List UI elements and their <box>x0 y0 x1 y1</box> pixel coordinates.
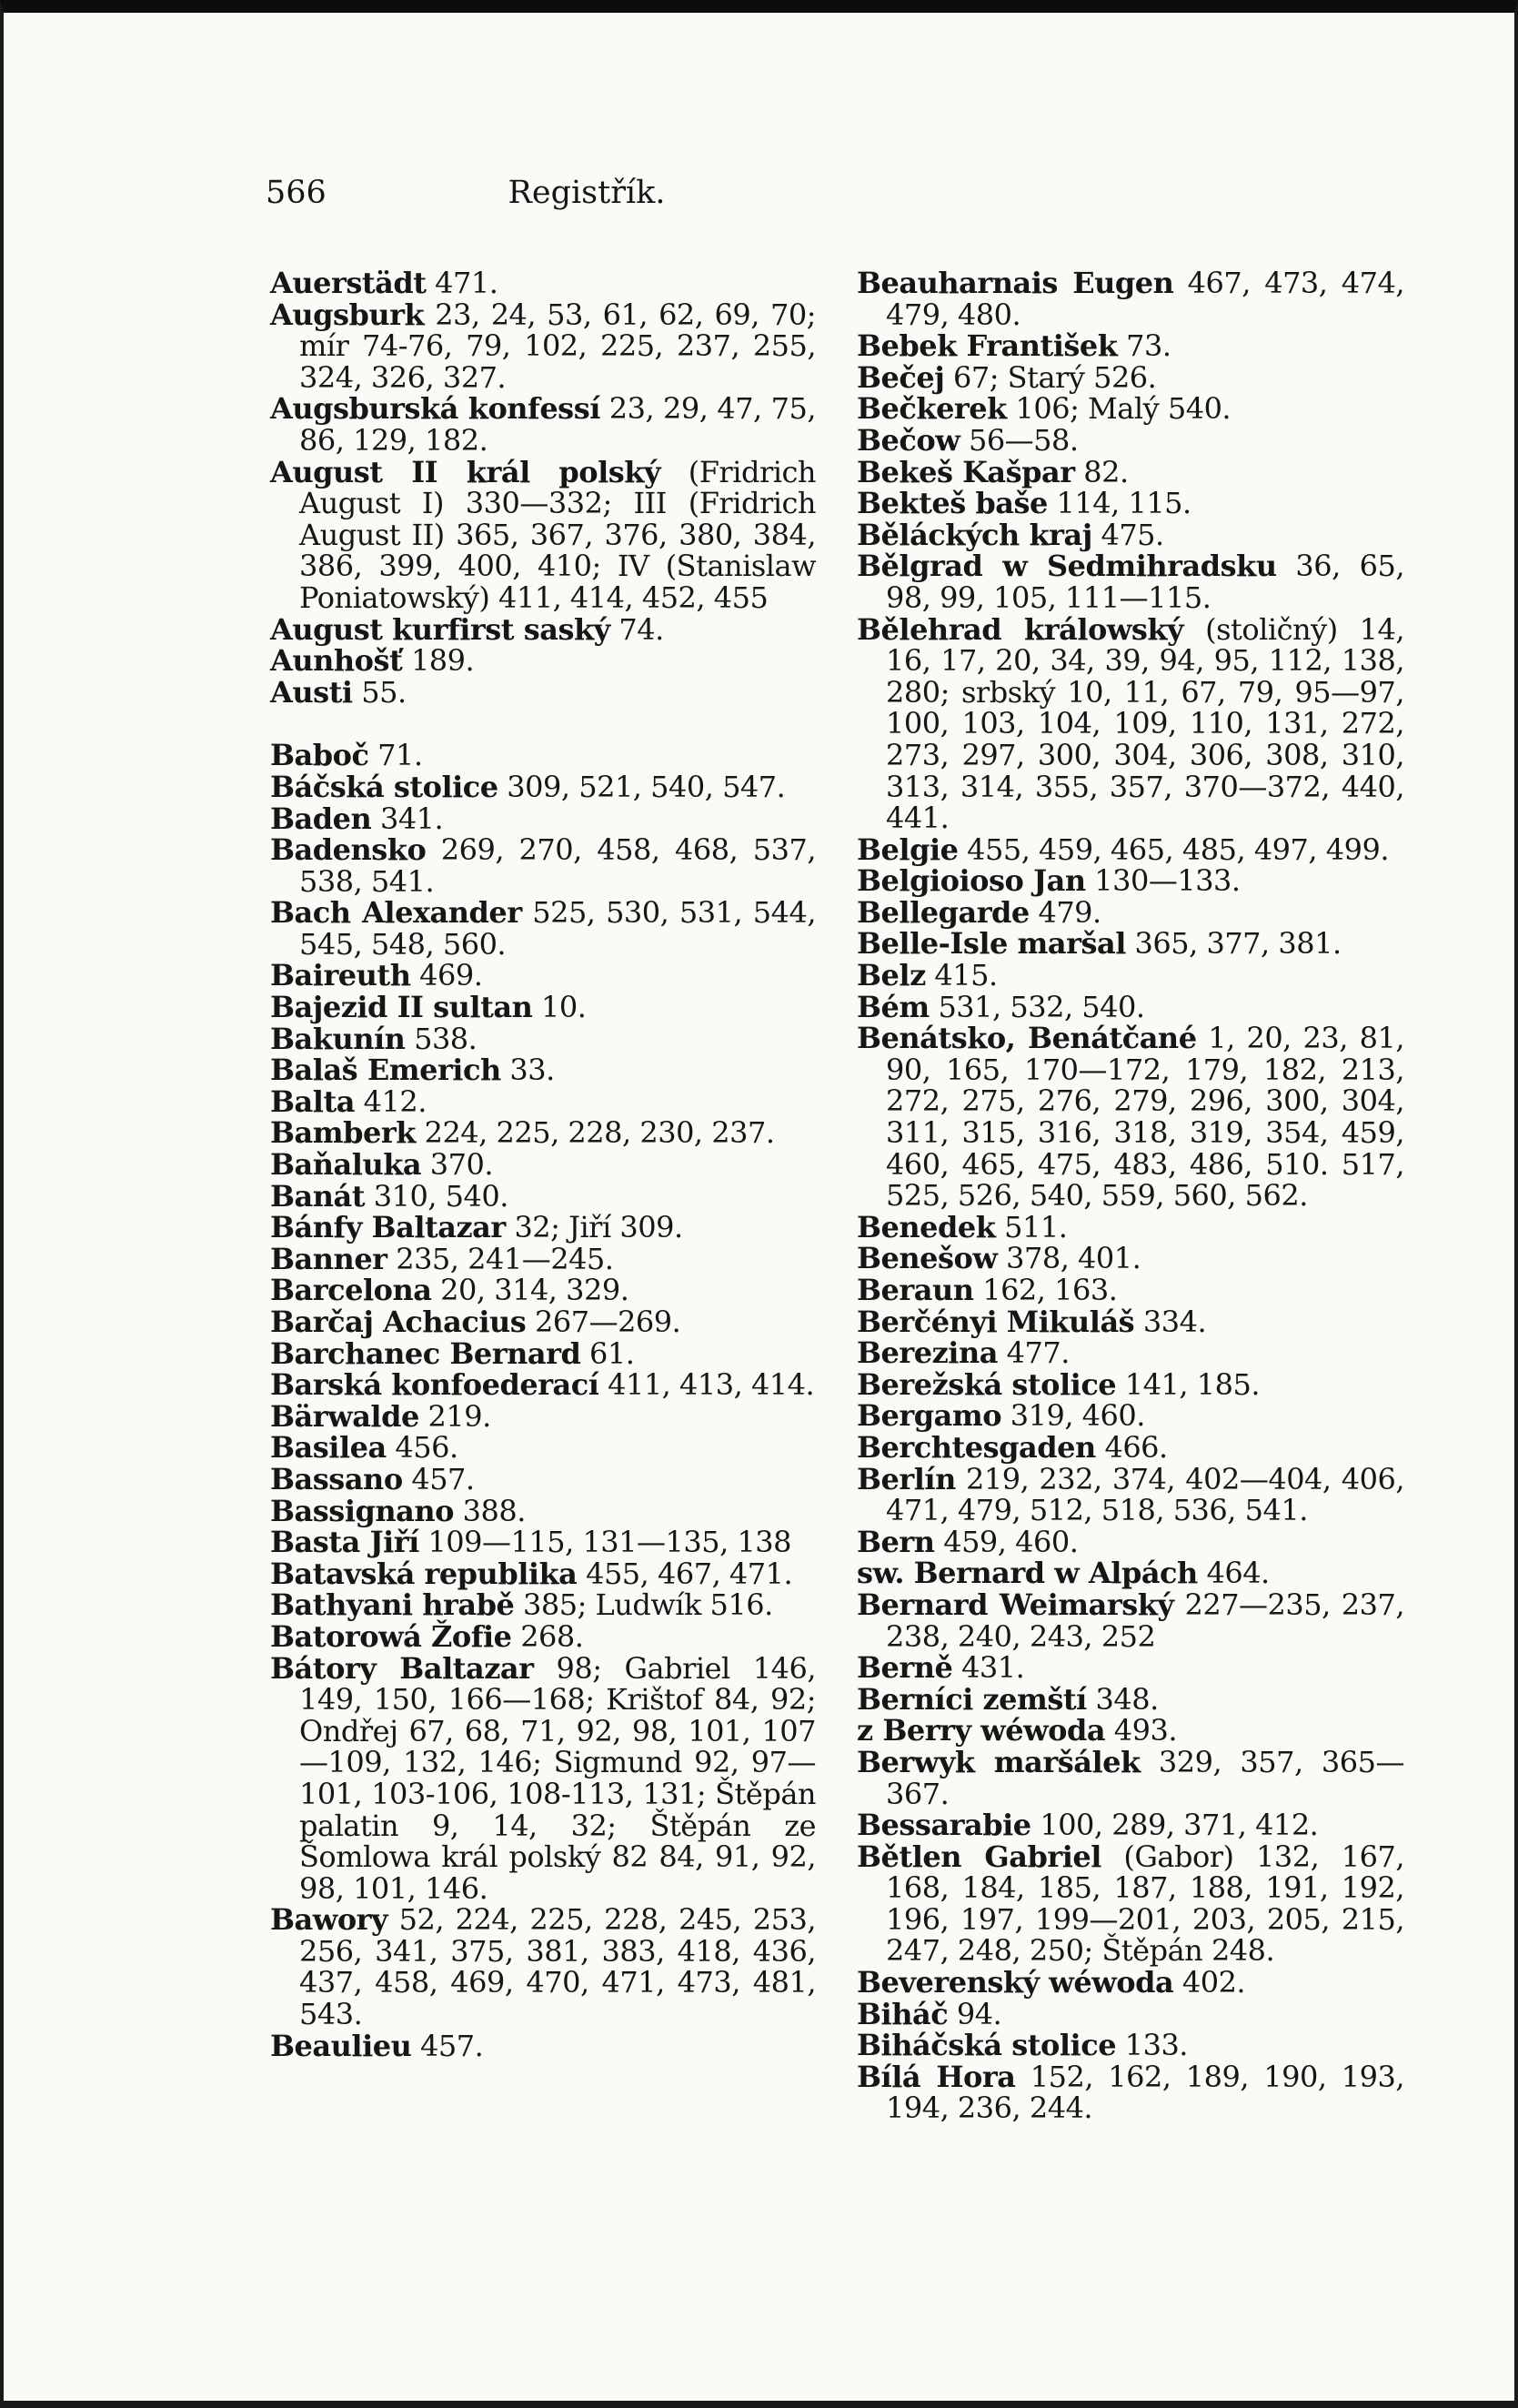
index-entry <box>270 299 816 394</box>
entry-references: 73. <box>1117 328 1171 364</box>
index-entry <box>270 1493 816 1528</box>
entry-headword: Berwyk maršálek <box>857 1744 1141 1779</box>
index-entry <box>857 1841 1404 1967</box>
entry-references: 71. <box>368 738 423 773</box>
index-entry <box>270 2030 816 2062</box>
index-entry <box>270 1650 816 1906</box>
entry-references: 109—115, 131—135, 138 <box>418 1525 792 1560</box>
index-entry <box>270 960 816 992</box>
index-entry <box>857 1275 1404 1306</box>
entry-references: 141, 185. <box>1116 1366 1260 1402</box>
index-entry <box>857 928 1404 960</box>
page-number: 566 <box>266 175 327 211</box>
entry-headword: Bebek František <box>857 328 1118 364</box>
entry-headword: Belgioioso Jan <box>857 863 1086 899</box>
entry-references: 459, 460. <box>934 1524 1079 1559</box>
entry-references: 267—269. <box>526 1305 681 1339</box>
index-entry <box>857 1429 1404 1465</box>
entry-references: 98; Gabriel 146, 149, 150, 166—168; Krištof 84, 92; Ondřej 67, 68, 71, 92, 98, 101, 107—109, 132, 146; Sigmund 92, 97—101, 103-106, 108-113, 131; Štěpán palatin 9, 14, 32; Štěpán ze Šomlowa král polský 82 84, 91, 92, 98, 101, 146. <box>299 1650 816 1906</box>
entry-references: 466. <box>1095 1429 1168 1465</box>
index-column-right <box>857 267 1404 2124</box>
entry-references: 82. <box>1074 454 1129 489</box>
index-entry <box>857 550 1404 613</box>
entry-references: 189. <box>402 643 475 679</box>
entry-references: 309, 521, 540, 547. <box>498 769 786 804</box>
index-entry <box>270 1526 816 1558</box>
entry-references: 457. <box>411 2028 484 2063</box>
entry-headword: Berežská stolice <box>857 1366 1117 1402</box>
index-entry <box>270 1335 816 1371</box>
entry-references: 431. <box>952 1650 1025 1686</box>
index-entry <box>270 1212 816 1244</box>
entry-references: 402. <box>1173 1965 1246 2000</box>
entry-references: 531, 532, 540. <box>929 989 1145 1024</box>
entry-headword: Bečkerek <box>857 391 1007 427</box>
entry-references: 319, 460. <box>1001 1398 1145 1434</box>
index-entry <box>857 454 1404 489</box>
entry-references: 130—133. <box>1085 863 1241 899</box>
entry-references: 114, 115. <box>1047 486 1191 521</box>
entry-references: 133. <box>1116 2028 1188 2063</box>
entry-headword: Baňaluka <box>270 1147 422 1183</box>
entry-headword: sw. Bernard w Alpách <box>857 1556 1198 1591</box>
entry-references: 455, 459, 465, 485, 497, 499. <box>958 831 1389 867</box>
entry-references: 33. <box>500 1053 555 1088</box>
entry-references: 269, 270, 458, 468, 537, 538, 541. <box>299 832 816 899</box>
entry-headword: Baboč <box>270 738 369 773</box>
entry-references: 471. <box>426 266 498 300</box>
entry-headword: z Berry wéwoda <box>857 1713 1106 1748</box>
index-entry <box>857 1366 1404 1402</box>
entry-references: 219, 232, 374, 402—404, 406, 471, 479, 512, 518, 536, 541. <box>886 1461 1404 1528</box>
entry-headword: Balta <box>270 1083 355 1119</box>
index-entry <box>857 1526 1404 1558</box>
entry-headword: Augsburská konfessí <box>270 391 600 427</box>
entry-headword: Bátory Baltazar <box>270 1650 534 1686</box>
entry-headword: Berníci zemští <box>857 1681 1087 1717</box>
entry-headword: Berlín <box>857 1461 956 1496</box>
entry-references: 268. <box>511 1618 584 1654</box>
entry-headword: Bessarabie <box>857 1808 1031 1843</box>
index-entry <box>270 1398 816 1434</box>
index-entry <box>857 831 1404 867</box>
index-entry <box>270 834 816 897</box>
entry-headword: Bělehrad králowský <box>857 611 1184 647</box>
entry-headword: Benešow <box>857 1241 998 1276</box>
index-entry <box>270 611 816 647</box>
index-column-left <box>270 267 816 2061</box>
running-title: Registřík. <box>508 175 666 211</box>
page-header <box>266 175 908 222</box>
entry-references: 412. <box>354 1083 427 1119</box>
index-entry <box>270 1023 816 1055</box>
index-entry <box>270 1432 816 1464</box>
index-entry <box>857 330 1404 362</box>
entry-headword: Batorowá Žofie <box>270 1618 512 1654</box>
entry-references: 106; Malý 540. <box>1006 391 1231 427</box>
entry-headword: Berchtesgaden <box>857 1429 1096 1465</box>
index-entry <box>857 1809 1404 1841</box>
entry-references: 20, 314, 329. <box>431 1273 629 1308</box>
index-entry <box>857 894 1404 930</box>
index-entry <box>857 1337 1404 1369</box>
index-entry <box>857 1023 1404 1212</box>
entry-headword: Belz <box>857 958 926 993</box>
entry-headword: Banát <box>270 1178 366 1214</box>
entry-references: 378, 401. <box>997 1241 1141 1276</box>
index-entry <box>857 1715 1404 1747</box>
index-entry <box>270 1178 816 1214</box>
entry-headword: Bakunín <box>270 1021 406 1056</box>
index-entry <box>857 1681 1404 1717</box>
entry-headword: Beverenský wéwoda <box>857 1965 1174 2000</box>
index-entry <box>857 488 1404 519</box>
entry-references: 457. <box>402 1461 475 1496</box>
entry-headword: Balaš Emerich <box>270 1053 501 1088</box>
entry-headword: Bajezid II sultan <box>270 990 533 1025</box>
entry-headword: Bärwalde <box>270 1398 419 1434</box>
index-entry <box>270 1369 816 1401</box>
entry-headword: Belle-Isle maršal <box>857 926 1126 962</box>
index-entry <box>270 1461 816 1496</box>
entry-references: 334. <box>1134 1304 1207 1339</box>
entry-references: 464. <box>1197 1556 1270 1591</box>
index-entry <box>857 393 1404 425</box>
index-entry <box>857 359 1404 395</box>
entry-references: 23, 24, 53, 61, 62, 69, 70; mír 74-76, 79, 102, 225, 237, 255, 324, 326, 327. <box>299 297 816 395</box>
entry-headword: Bečej <box>857 359 945 395</box>
entry-references: 411, 413, 414. <box>598 1367 815 1403</box>
entry-references: 32; Jiří 309. <box>505 1210 683 1245</box>
entry-references: 94. <box>948 1996 1002 2031</box>
index-entry <box>270 1083 816 1119</box>
entry-headword: Bamberk <box>270 1115 416 1151</box>
entry-headword: Bern <box>857 1524 935 1559</box>
index-entry <box>857 1306 1404 1338</box>
entry-headword: Basta Jiří <box>270 1525 419 1560</box>
entry-headword: Banner <box>270 1241 387 1276</box>
entry-headword: Bawory <box>270 1902 388 1938</box>
entry-references: 348. <box>1086 1681 1159 1717</box>
index-entry <box>270 1241 816 1276</box>
entry-references: 61. <box>580 1335 635 1371</box>
index-entry <box>270 454 817 615</box>
index-entry <box>270 1904 816 2030</box>
entry-references: 56—58. <box>960 422 1079 458</box>
entry-headword: August kurfirst saský <box>270 611 610 647</box>
entry-references: 538. <box>405 1021 478 1056</box>
index-entry <box>857 611 1405 836</box>
index-entry <box>270 645 816 677</box>
entry-references: 455, 467, 471. <box>577 1556 793 1591</box>
index-entry <box>857 1557 1404 1589</box>
entry-references: 479. <box>1029 894 1101 930</box>
entry-headword: Benedek <box>857 1209 996 1244</box>
entry-headword: Barská konfoederací <box>270 1367 599 1403</box>
entry-references: 365, 377, 381. <box>1125 926 1342 962</box>
index-entry <box>857 1967 1404 1999</box>
entry-headword: Bekeš Kašpar <box>857 454 1075 489</box>
entry-references: (stoličný) 14, 16, 17, 20, 34, 39, 94, 95, 112, 138, 280; srbský 10, 11, 67, 79, 95—97, 100, 103, 104, 109, 110, 131, 272, 273, 297, 300, 304, 306, 308, 310, 313, 314, 355, 357, 370—372, 440, 441. <box>886 611 1405 836</box>
entry-headword: Berčényi Mikuláš <box>857 1304 1135 1339</box>
entry-headword: Austi <box>270 674 353 710</box>
entry-headword: Biháč <box>857 1996 949 2031</box>
entry-headword: Belgie <box>857 831 959 867</box>
letter-section-gap <box>270 708 816 740</box>
entry-headword: Augsburk <box>270 297 425 332</box>
index-entry <box>857 1461 1404 1528</box>
index-entry <box>270 803 816 835</box>
entry-references: 385; Ludwík 516. <box>514 1587 773 1623</box>
index-entry <box>857 1400 1404 1432</box>
index-entry <box>270 740 816 771</box>
entry-references: 525, 530, 531, 544, 545, 548, 560. <box>299 895 817 962</box>
index-entry <box>857 519 1404 551</box>
entry-headword: Bassano <box>270 1461 403 1496</box>
entry-headword: Báčská stolice <box>270 769 498 804</box>
entry-references: 370. <box>421 1147 494 1183</box>
entry-headword: Bekteš baše <box>857 486 1048 521</box>
index-entry <box>857 2061 1404 2124</box>
entry-references: 55. <box>352 674 407 710</box>
entry-references: 475. <box>1091 517 1164 552</box>
index-entry <box>857 989 1404 1024</box>
entry-headword: Biháčská stolice <box>857 2028 1117 2063</box>
entry-references: 415. <box>925 958 998 993</box>
entry-headword: Bathyani hrabě <box>270 1587 515 1623</box>
entry-references: 67; Starý 526. <box>944 359 1157 395</box>
entry-headword: Barcelona <box>270 1273 432 1308</box>
entry-headword: Badensko <box>270 832 427 868</box>
entry-references: 227—235, 237, 238, 240, 243, 252 <box>886 1587 1405 1654</box>
entry-headword: Běláckých kraj <box>857 517 1092 552</box>
entry-headword: Bellegarde <box>857 894 1030 930</box>
entry-references: 235, 241—245. <box>387 1241 614 1276</box>
entry-references: (Gabor) 132, 167, 168, 184, 185, 187, 188, 191, 192, 196, 197, 199—201, 203, 205, 215, 247, 248, 250; Štěpán 248. <box>886 1839 1404 1969</box>
index-entry <box>270 1558 816 1590</box>
entry-headword: Barčaj Achacius <box>270 1305 527 1339</box>
entry-references: 52, 224, 225, 228, 245, 253, 256, 341, 375, 381, 383, 418, 436, 437, 458, 469, 470, 471, 473, 481, 543. <box>299 1902 816 2032</box>
entry-headword: Beauharnais Eugen <box>857 266 1174 300</box>
entry-headword: Berezina <box>857 1335 998 1371</box>
entry-headword: Baireuth <box>270 958 411 993</box>
index-entry <box>270 1306 816 1338</box>
index-entry <box>857 1996 1404 2031</box>
index-entry <box>270 1589 816 1621</box>
index-entry <box>270 992 816 1023</box>
index-entry <box>270 1117 816 1149</box>
index-entry <box>270 897 816 960</box>
entry-references: 36, 65, 98, 99, 105, 111—115. <box>886 549 1404 615</box>
index-entry <box>270 1054 816 1086</box>
entry-references: (Fridrich August I) 330—332; III (Fridrich August II) 365, 367, 376, 380, 384, 386, 399, 400, 410; IV (Stanislaw Poniatowský) 411, 414, 452, 455 <box>299 454 817 615</box>
index-entry <box>857 1209 1404 1244</box>
entry-headword: Bečow <box>857 422 960 458</box>
entry-headword: Bergamo <box>857 1398 1002 1434</box>
entry-headword: Benátsko, Benátčané <box>857 1021 1197 1056</box>
entry-references: 1, 20, 23, 81, 90, 165, 170—172, 179, 182, 213, 272, 275, 276, 279, 296, 300, 304, 311, 315, 316, 318, 319, 354, 459, 460, 465, 475, 483, 486, 510. 517, 525, 526, 540, 559, 560, 562. <box>886 1021 1404 1214</box>
entry-headword: Beraun <box>857 1273 974 1307</box>
entry-headword: Aunhošť <box>270 643 403 679</box>
entry-references: 477. <box>997 1335 1070 1371</box>
entry-headword: Bernard Weimarský <box>857 1587 1174 1622</box>
index-entry <box>857 267 1404 330</box>
entry-references: 74. <box>609 611 664 647</box>
index-entry <box>857 1744 1405 1811</box>
entry-references: 224, 225, 228, 230, 237. <box>415 1115 775 1151</box>
index-entry <box>270 1275 816 1306</box>
entry-headword: Bílá Hora <box>857 2059 1016 2094</box>
entry-references: 23, 29, 47, 75, 86, 129, 182. <box>299 391 817 458</box>
index-entry <box>857 1652 1404 1684</box>
index-entry <box>270 393 816 456</box>
index-entry <box>270 771 816 803</box>
entry-references: 329, 357, 365—367. <box>886 1744 1405 1811</box>
entry-references: 388. <box>453 1493 526 1528</box>
entry-headword: Bassignano <box>270 1493 454 1528</box>
entry-references: 493. <box>1105 1713 1177 1748</box>
index-entry <box>270 674 816 710</box>
entry-references: 341. <box>371 801 444 836</box>
entry-headword: Batavská republika <box>270 1556 578 1591</box>
index-entry <box>857 1243 1404 1275</box>
entry-headword: Bánfy Baltazar <box>270 1210 506 1245</box>
entry-headword: Auerstädt <box>270 266 427 300</box>
entry-references: 162, 163. <box>973 1273 1118 1307</box>
entry-references: 310, 540. <box>365 1178 508 1214</box>
entry-references: 10. <box>532 990 587 1025</box>
entry-headword: Baden <box>270 801 372 836</box>
entry-headword: Bělgrad w Sedmihradsku <box>857 549 1277 584</box>
entry-headword: Berně <box>857 1650 953 1686</box>
entry-references: 467, 473, 474, 479, 480. <box>886 266 1404 332</box>
entry-references: 456. <box>386 1430 458 1466</box>
index-entry <box>857 960 1404 992</box>
index-entry <box>270 1618 816 1654</box>
entry-references: 100, 289, 371, 412. <box>1030 1808 1319 1843</box>
entry-references: 219. <box>418 1398 491 1434</box>
entry-headword: Barchanec Bernard <box>270 1335 581 1371</box>
entry-headword: Bém <box>857 989 930 1024</box>
index-entry <box>270 1149 816 1181</box>
entry-headword: Basilea <box>270 1430 387 1466</box>
entry-references: 469. <box>410 958 483 993</box>
entry-references: 152, 162, 189, 190, 193, 194, 236, 244. <box>886 2059 1405 2126</box>
entry-headword: Bětlen Gabriel <box>857 1839 1101 1874</box>
entry-headword: Beaulieu <box>270 2028 412 2063</box>
entry-headword: Bach Alexander <box>270 895 522 931</box>
entry-references: 511. <box>995 1209 1068 1244</box>
index-entry <box>857 2030 1404 2061</box>
index-entry <box>857 1589 1404 1652</box>
index-entry <box>857 422 1404 458</box>
index-entry <box>857 865 1404 897</box>
index-entry <box>270 267 816 299</box>
entry-headword: August II král polský <box>270 454 661 489</box>
